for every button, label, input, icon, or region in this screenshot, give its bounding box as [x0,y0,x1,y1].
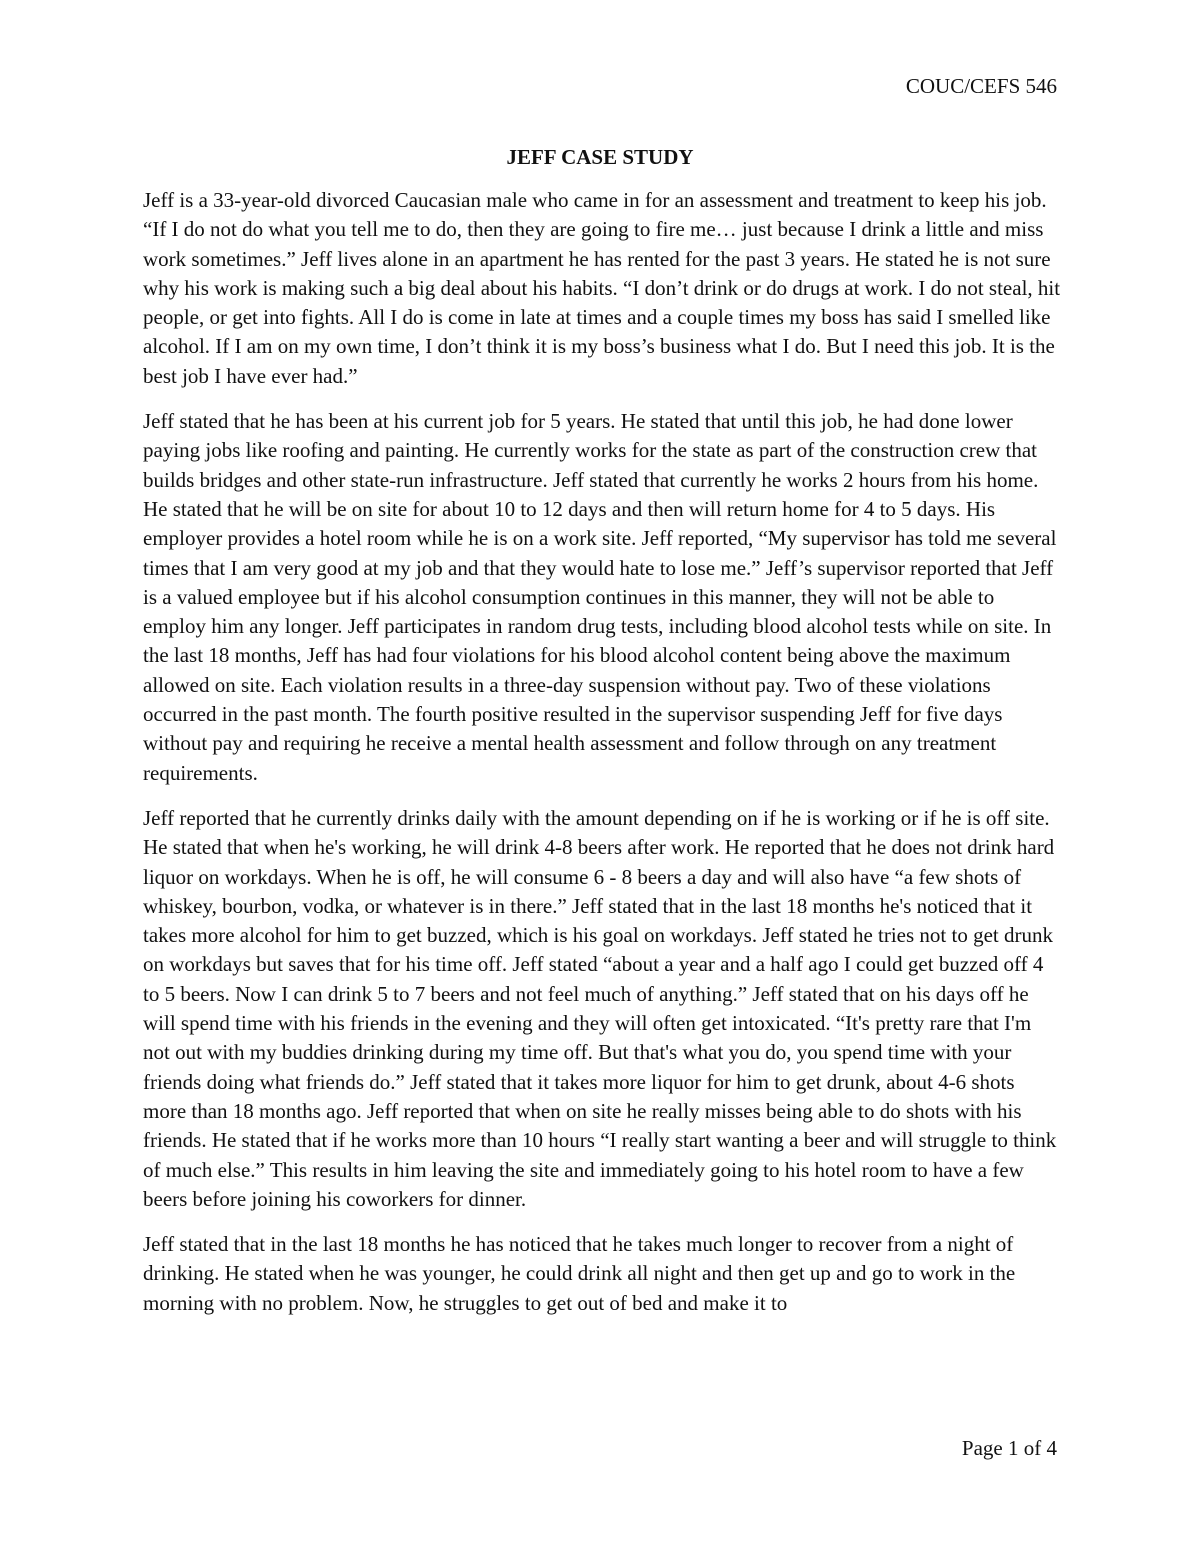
page-number: Page 1 of 4 [961,1436,1057,1460]
paragraph-drinking-pattern: Jeff reported that he currently drinks daily with the amount depending on if he is working or if he is off site. He stated that when he's working, he will drink 4-8 beers after work. He reported that he does not drink hard liquor on workdays. When he is off, he will consume 6 - 8 beers a day and will also have “a few shots of whiskey, bourbon, vodka, or whatever is in there.” Jeff stated that in the last 18 months he's noticed that it takes more alcohol for him to get buzzed, which is his goal on workdays. Jeff stated he tries not to get drunk on workdays but saves that for his time off. Jeff stated “about a year and a half ago I could get buzzed off 4 to 5 beers. Now I can drink 5 to 7 beers and not feel much of anything.” Jeff stated that on his days off he will spend time with his friends in the evening and they will often get intoxicated. “It's pretty rare that I'm not out with my buddies drinking during my time off. But that's what you do, you spend time with your friends doing what friends do.” Jeff stated that it takes more liquor for him to get drunk, about 4-6 shots more than 18 months ago. Jeff reported that when on site he really misses being able to do shots with his friends. He stated that if he works more than 10 hours “I really start wanting a beer and will struggle to think of much else.” This results in him leaving the site and immediately going to his hotel room to have a few beers before joining his coworkers for dinner. [143,805,1057,1211]
document-body [143,186,1061,1334]
document-title: JEFF CASE STUDY [506,145,694,169]
paragraph-employment: Jeff stated that he has been at his current job for 5 years. He stated that until this job, he had done lower paying jobs like roofing and painting. He currently works for the state as part of the construction crew that builds bridges and other state-run infrastructure. Jeff stated that currently he works 2 hours from his home. He stated that he will be on site for about 10 to 12 days and then will return home for 4 to 5 days. His employer provides a hotel room while he is on a work site. Jeff reported, “My supervisor has told me several times that I am very good at my job and that they would hate to lose me.” Jeff’s supervisor reported that Jeff is a valued employee but if his alcohol consumption continues in this manner, they will not be able to employ him any longer. Jeff participates in random drug tests, including blood alcohol tests while on site. In the last 18 months, Jeff has had four violations for his blood alcohol content being above the maximum allowed on site. Each violation results in a three-day suspension without pay. Two of these violations occurred in the past month. The fourth positive resulted in the supervisor suspending Jeff for five days without pay and requiring he receive a mental health assessment and follow through on any treatment requirements. [143,409,1057,785]
paragraph-introduction: Jeff is a 33-year-old divorced Caucasian male who came in for an assessment and treatment to keep his job. “If I do not do what you tell me to do, then they are going to fire me… just because I drink a little and miss work sometimes.” Jeff lives alone in an apartment he has rented for the past 3 years. He stated he is not sure why his work is making such a big deal about his habits. “I don’t drink or do drugs at work. I do not steal, hit people, or get into fights. All I do is come in late at times and a couple times my boss has said I smelled like alcohol. If I am on my own time, I don’t think it is my boss’s business what I do. But I need this job. It is the best job I have ever had.” [143,188,1061,388]
paragraph-recovery: Jeff stated that in the last 18 months he has noticed that he takes much longer to recover from a night of drinking. He stated when he was younger, he could drink all night and then get up and go to work in the morning with no problem. Now, he struggles to get out of bed and make it to [143,1232,1016,1315]
course-code-header: COUC/CEFS 546 [905,74,1057,98]
